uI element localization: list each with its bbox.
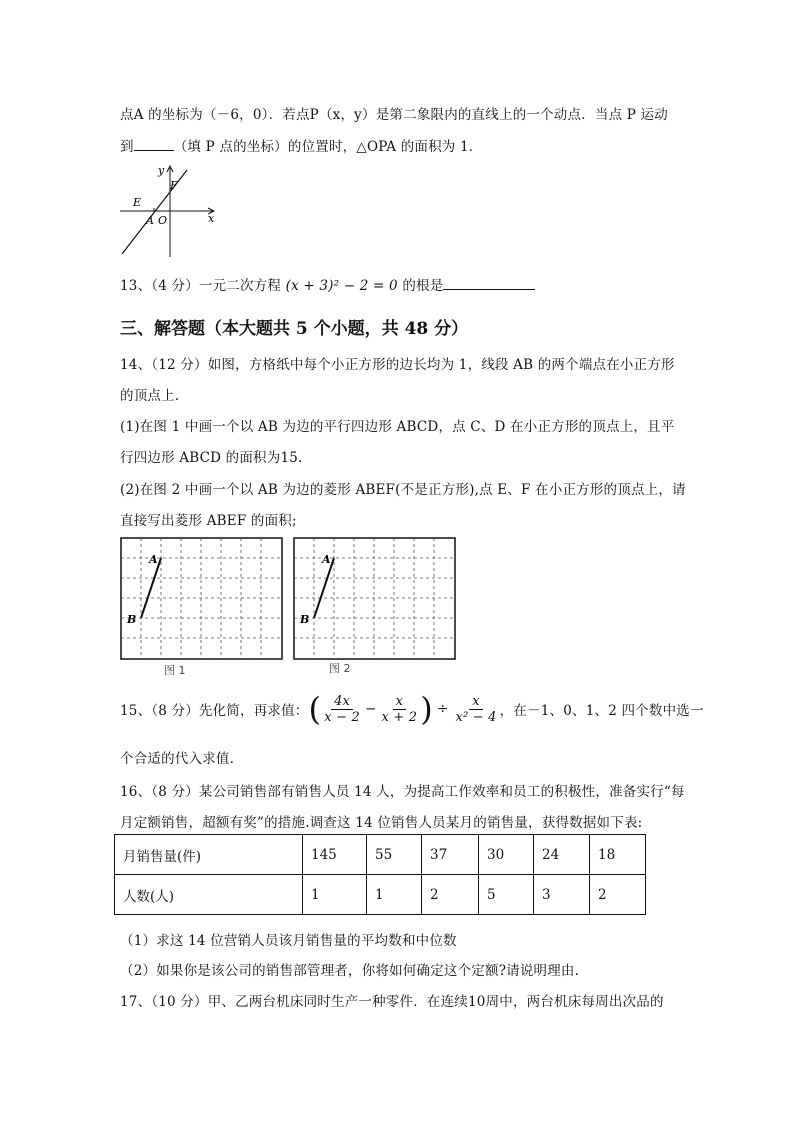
q13-answer-blank [443,277,535,290]
q15-line2: 个合适的代入求值. [120,751,235,767]
table-cell: 2 [590,875,646,915]
q15-minus: − [364,701,377,717]
q15-open-paren: ( [308,690,322,728]
section3-heading: 三、解答题（本大题共 5 个小题，共 48 分） [120,319,469,339]
table-row [115,875,646,915]
q13-suffix: 的根是 [402,278,444,294]
q15-divide: ÷ [436,701,449,717]
table-cell: 月销售量(件) [115,835,303,875]
label-o: O [158,214,168,227]
q16-line2: 月定额销售，超额有奖”的措施.调查这 14 位销售人员某月的销售量，获得数据如下表: [120,815,643,831]
q12-line2 [120,135,482,155]
q17-line1: 17、（10 分）甲、乙两台机床同时生产一种零件．在连续10周中，两台机床每周出次品的 [120,994,664,1010]
figure2-caption: 图 2 [329,662,351,675]
q12-line2-prefix: 到 [120,139,134,155]
q16-sub1: （1）求这 14 位营销人员该月销售量的平均数和中位数 [120,933,457,949]
q15-close-paren: ) [420,690,433,728]
table-cell: 5 [479,875,534,915]
grid2-segment-ab [314,558,334,618]
q16-line1: 16、（8 分）某公司销售部有销售人员 14 人，为提高工作效率和员工的积极性，准备实行“每 [120,784,685,800]
grid2-label-a: A [322,553,331,566]
q14-part2-line1: (2)在图 2 中画一个以 AB 为边的菱形 ABEF(不是正方形),点 E、F 在小正方形的顶点上，请 [120,482,686,498]
table-cell: 55 [367,835,422,875]
q13-equation: (x + 3)² − 2 = 0 [285,278,398,294]
grid1-border [121,538,282,659]
grid1-label-a: A [149,553,158,566]
grid2-border [294,538,455,659]
label-f: F [170,179,178,192]
q15-line1 [120,687,704,731]
table-cell: 145 [303,835,367,875]
q12-line2-suffix: （填 P 点的坐标）的位置时，△OPA 的面积为 1． [173,139,483,155]
grid1-segment-ab [141,558,161,618]
label-a: A [146,214,154,227]
table-cell: 3 [534,875,590,915]
q15-suffix: ，在－1、0、1、2 四个数中选一 [499,703,704,719]
q14-part1-line1: (1)在图 1 中画一个以 AB 为边的平行四边形 ABCD，点 C、D 在小正方形的顶点上，且平 [120,419,675,435]
q14-part1-line2: 行四边形 ABCD 的面积为15. [120,450,303,466]
table-cell: 2 [422,875,479,915]
label-e: E [133,196,142,209]
q15-fraction-3: $\frac{x}{\text{x² − 4}}$ [455,693,497,725]
q16-sub2: （2）如果你是该公司的销售部管理者，你将如何确定这个定额?请说明理由. [120,963,580,979]
label-y: y [158,164,165,177]
table-cell: 37 [422,835,479,875]
grid-figure-2 [293,537,456,661]
q14-line2: 的顶点上. [120,388,180,404]
q14-line1: 14、（12 分）如图，方格纸中每个小正方形的边长均为 1，线段 AB 的两个端点在小正方形 [120,357,675,373]
table-row [115,835,646,875]
q15-fraction-2: $\frac{x}{x + 2}$ [381,693,418,725]
sales-table [114,834,646,915]
table-cell: 24 [534,835,590,875]
q13-line [120,274,535,294]
grid2-lines [294,538,455,659]
label-x: x [208,212,215,225]
table-cell: 1 [367,875,422,915]
table-cell: 18 [590,835,646,875]
grid-figure-1 [120,537,283,661]
table-cell: 人数(人) [115,875,303,915]
figure1-caption: 图 1 [164,664,186,677]
grid1-label-b: B [127,613,137,626]
q14-part2-line2: 直接写出菱形 ABEF 的面积; [120,513,297,529]
grid1-lines [121,538,282,659]
q15-prefix: 15、（8 分）先化简，再求值： [120,703,309,719]
q13-prefix: 13、（4 分）一元二次方程 [120,278,282,294]
q15-fraction-1: $\frac{4x}{x - 2}$ [324,693,360,725]
q12-line1: 点A 的坐标为（－6，0）．若点P（x，y）是第二象限内的直线上的一个动点．当点 P 运动 [120,107,668,123]
table-cell: 30 [479,835,534,875]
grid2-label-b: B [300,613,310,626]
table-cell: 1 [303,875,367,915]
q12-answer-blank [134,138,174,151]
q12-coordinate-graph [112,162,224,260]
